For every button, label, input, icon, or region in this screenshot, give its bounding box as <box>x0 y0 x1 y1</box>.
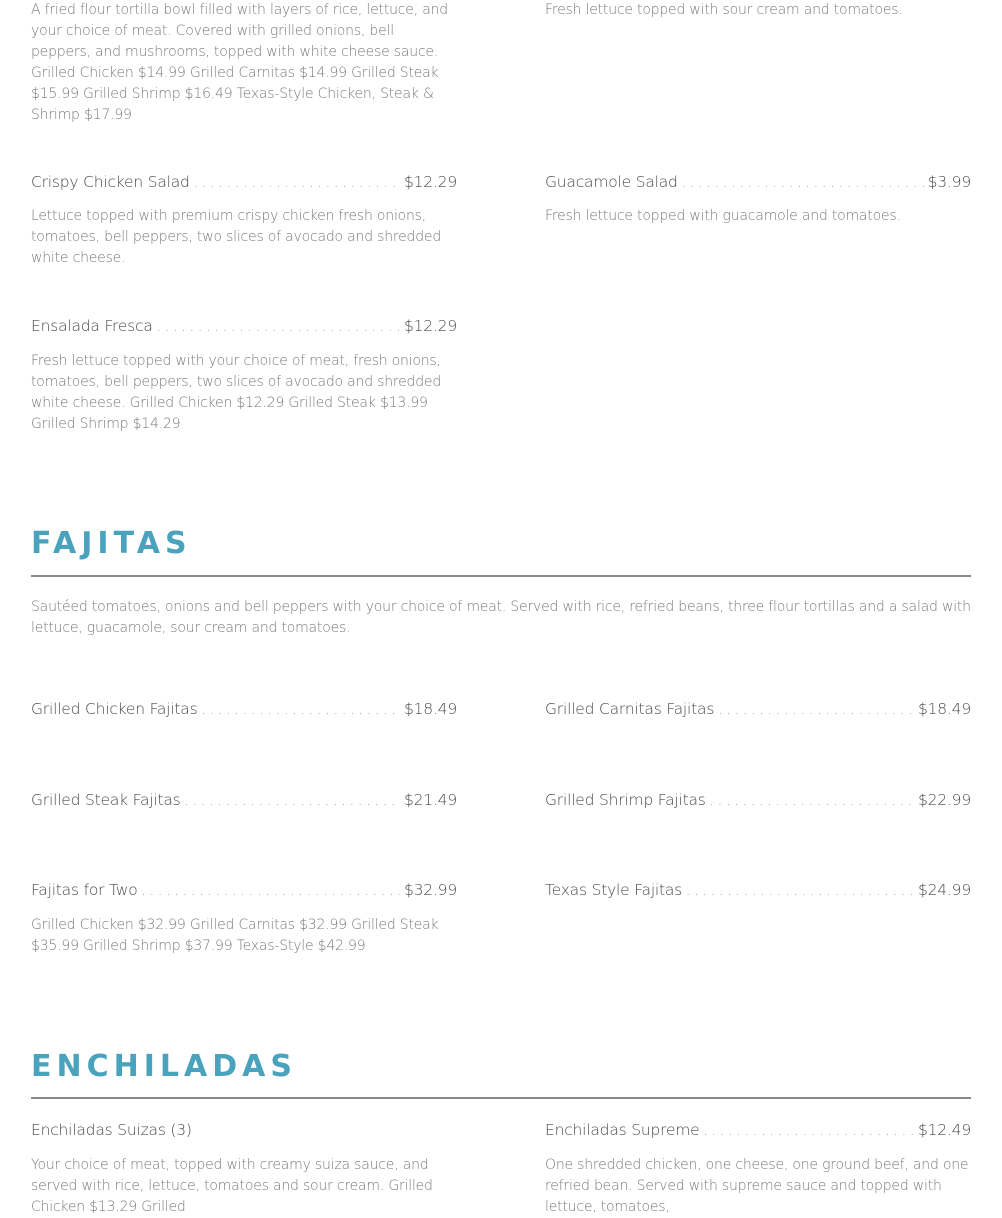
item-price: $18.49 <box>403 700 457 718</box>
item-name: Grilled Steak Fajitas <box>31 791 181 809</box>
section-title-fajitas: FAJITAS <box>31 526 192 561</box>
item-name: Ensalada Fresca <box>31 317 153 335</box>
dot-leader <box>710 791 914 813</box>
menu-item-texas-style-fajitas <box>545 879 971 901</box>
item-price: $32.99 <box>403 881 457 899</box>
item-name: Fajitas for Two <box>31 881 138 899</box>
item-price: $18.49 <box>917 700 971 718</box>
item-price: $22.99 <box>917 791 971 809</box>
item-description: Fresh lettuce topped with guacamole and tomatoes. <box>545 208 901 224</box>
item-name: Enchiladas Supreme <box>545 1121 700 1139</box>
section-divider <box>31 575 971 577</box>
item-price: $21.49 <box>403 791 457 809</box>
menu-item-grilled-shrimp-fajitas <box>545 789 971 811</box>
item-description: One shredded chicken, one cheese, one ground beef, and one refried bean. Served with supreme sauce and topped with lettuce, tomatoes, <box>545 1157 969 1215</box>
item-price: $24.99 <box>917 881 971 899</box>
menu-item-grilled-carnitas-fajitas <box>545 698 971 720</box>
item-name: Crispy Chicken Salad <box>31 173 190 191</box>
item-name: Guacamole Salad <box>545 173 678 191</box>
dot-leader <box>201 700 400 722</box>
menu-item-crispy-chicken-salad <box>31 171 457 193</box>
dot-leader <box>718 700 914 722</box>
item-description: Your choice of meat, topped with creamy suiza sauce, and served with rice, lettuce, tomatoes and sour cream. Grilled Chicken $13.29 Grilled <box>31 1157 433 1215</box>
dot-leader <box>686 881 914 903</box>
dot-leader <box>704 1121 914 1143</box>
menu-item-guacamole-salad <box>545 171 971 193</box>
item-name: Texas Style Fajitas <box>545 881 683 899</box>
menu-item-grilled-chicken-fajitas <box>31 698 457 720</box>
salad-description-top: Fresh lettuce topped with sour cream and tomatoes. <box>545 2 903 18</box>
section-title-enchiladas: ENCHILADAS <box>31 1049 297 1084</box>
dot-leader <box>185 791 400 813</box>
dot-leader <box>194 173 400 195</box>
tortilla-bowl-description: A fried flour tortilla bowl filled with layers of rice, lettuce, and your choice of meat. Covered with grilled onions, bell peppers, and mushrooms, topped with white cheese sauce. Grilled Chicken $14.99 Grilled Carnitas $14.99 Grilled Steak $15.99 Grilled Shrimp $16.49 Texas-Style Chicken, Steak & Shrimp $17.99 <box>31 2 448 123</box>
item-price: $12.29 <box>403 173 457 191</box>
item-price: $3.99 <box>927 173 971 191</box>
section-divider <box>31 1097 971 1099</box>
item-name: Grilled Chicken Fajitas <box>31 700 198 718</box>
menu-item-grilled-steak-fajitas <box>31 789 457 811</box>
item-description: Fresh lettuce topped with your choice of meat, fresh onions, tomatoes, bell peppers, two slices of avocado and shredded white cheese. Grilled Chicken $12.29 Grilled Steak $13.99 Grilled Shrimp $14.29 <box>31 353 442 432</box>
menu-item-ensalada-fresca <box>31 315 457 337</box>
item-name: Enchiladas Suizas (3) <box>31 1121 192 1139</box>
item-description: Lettuce topped with premium crispy chicken fresh onions, tomatoes, bell peppers, two slices of avocado and shredded white cheese. <box>31 208 442 266</box>
item-name: Grilled Carnitas Fajitas <box>545 700 715 718</box>
menu-item-enchiladas-suizas <box>31 1119 457 1141</box>
menu-item-fajitas-for-two <box>31 879 457 901</box>
dot-leader <box>157 317 400 339</box>
menu-item-enchiladas-supreme <box>545 1119 971 1141</box>
item-description: Grilled Chicken $32.99 Grilled Carnitas $32.99 Grilled Steak $35.99 Grilled Shrimp $37.99 Texas-Style $42.99 <box>31 917 439 954</box>
item-name: Grilled Shrimp Fajitas <box>545 791 706 809</box>
dot-leader <box>141 881 399 903</box>
item-price: $12.29 <box>403 317 457 335</box>
dot-leader <box>682 173 924 195</box>
item-price: $12.49 <box>917 1121 971 1139</box>
section-intro: Sautéed tomatoes, onions and bell peppers with your choice of meat. Served with rice, refried beans, three flour tortillas and a salad with lettuce, guacamole, sour cream and tomatoes. <box>31 599 971 636</box>
